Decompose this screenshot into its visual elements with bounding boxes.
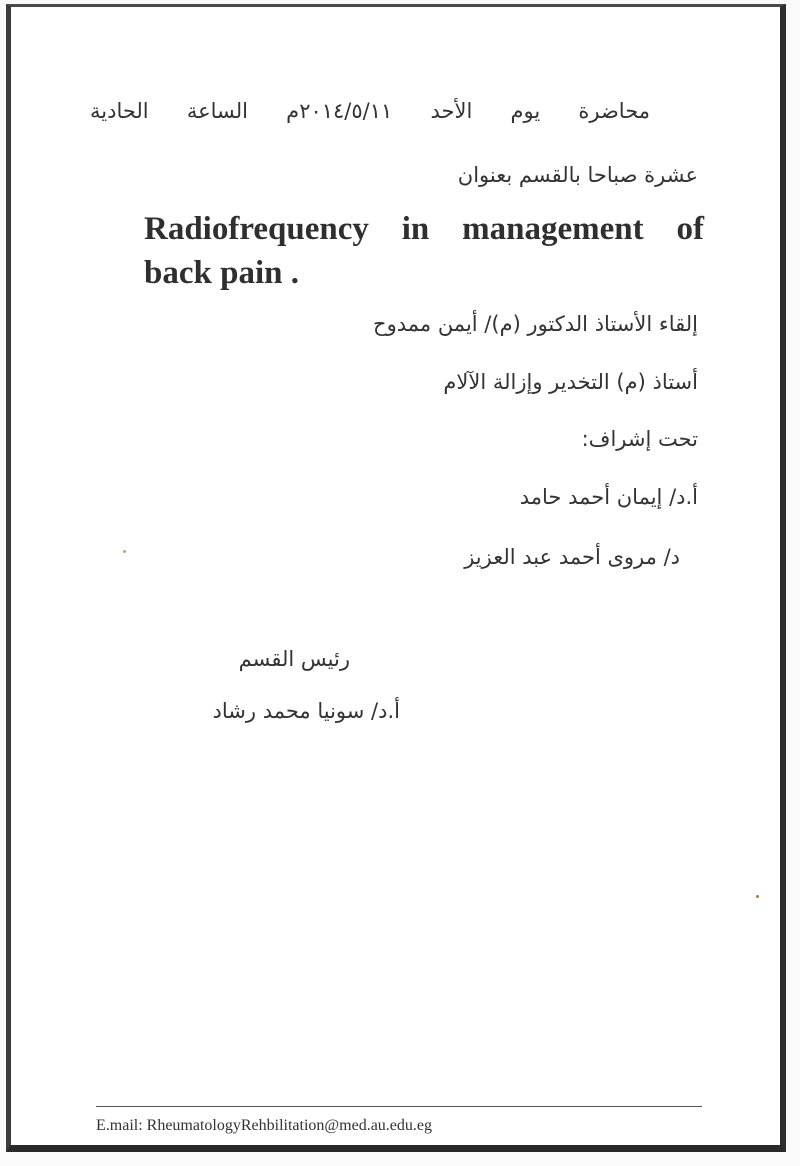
supervision-heading: تحت إشراف:: [581, 427, 698, 451]
supervisor-2: د/ مروى أحمد عبد العزيز: [464, 545, 680, 569]
document-page: [6, 4, 786, 1152]
lecture-line-2: عشرة صباحا بالقسم بعنوان: [457, 163, 698, 187]
footer-email: E.mail: RheumatologyRehbilitation@med.au.edu.eg: [96, 1117, 432, 1134]
lecture-line-1: محاضرة يوم الأحد ٢٠١٤/٥/١١م الساعة الحادية: [90, 99, 650, 123]
lecture-title: Radiofrequency in management of back pain .: [144, 211, 704, 291]
department-head-name: أ.د/ سونيا محمد رشاد: [212, 699, 400, 723]
speaker-position: أستاذ (م) التخدير وإزالة الآلام: [443, 370, 698, 394]
paper-speck: [756, 895, 759, 898]
speaker-line: إلقاء الأستاذ الدكتور (م)/ أيمن ممدوح: [373, 312, 698, 336]
paper-speck: [123, 550, 126, 553]
supervisor-1: أ.د/ إيمان أحمد حامد: [519, 485, 698, 509]
department-head-title: رئيس القسم: [238, 647, 350, 671]
footer-divider: [96, 1106, 702, 1107]
